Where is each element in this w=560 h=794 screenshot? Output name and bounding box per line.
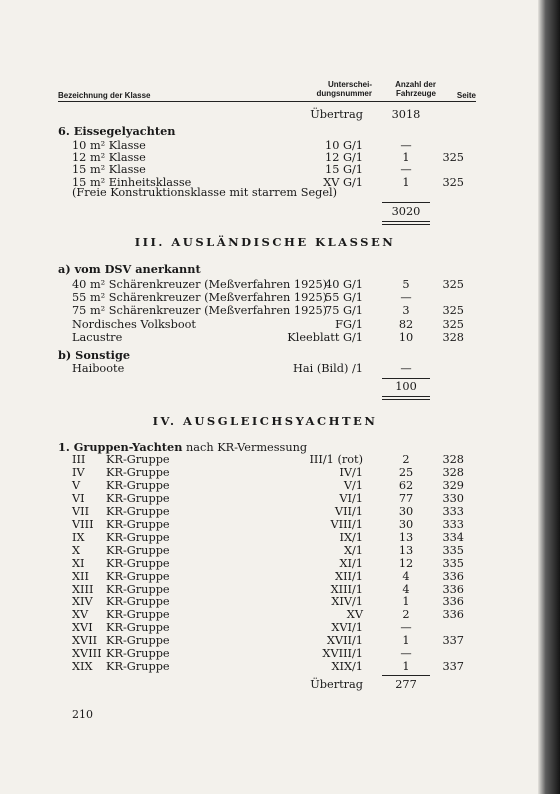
group-roman: VI	[72, 491, 85, 505]
table-row	[0, 278, 560, 292]
section-3a-title: a) vom DSV anerkannt	[58, 262, 201, 276]
vehicle-count: —	[400, 163, 412, 177]
section-4-title: IV. AUSGLEICHSYACHTEN	[152, 414, 378, 428]
table-row	[0, 660, 560, 674]
distinguishing-number: III/1 (rot)	[309, 453, 363, 466]
section-3a-title-row	[0, 262, 560, 276]
section-3-title: III. AUSLÄNDISCHE KLASSEN	[134, 235, 396, 249]
vehicle-count: 62	[398, 478, 414, 492]
vehicle-count: 3	[402, 304, 410, 318]
page-number: 210	[72, 708, 93, 721]
class-name: 55 m² Schärenkreuzer (Meßverfahren 1925)	[72, 291, 328, 305]
page-ref: 337	[442, 634, 464, 648]
table-row	[0, 647, 560, 661]
distinguishing-number: XV G/1	[323, 175, 363, 189]
vehicle-count: 2	[402, 608, 410, 622]
header-count-line1: Anzahl der	[395, 80, 436, 89]
table-row	[0, 570, 560, 584]
distinguishing-number: X/1	[343, 543, 363, 557]
vehicle-count: 4	[402, 569, 410, 583]
vehicle-count: 30	[398, 504, 414, 518]
table-row	[0, 505, 560, 519]
group-roman: XII	[72, 569, 89, 583]
vehicle-count: —	[400, 291, 412, 305]
distinguishing-number: VIII/1	[330, 517, 363, 531]
table-row	[0, 518, 560, 532]
vehicle-count: 82	[398, 317, 414, 331]
vehicle-count: 13	[398, 530, 414, 544]
distinguishing-number: XII/1	[335, 569, 363, 583]
group-roman: XVIII	[72, 647, 102, 661]
table-row	[0, 479, 560, 493]
page-ref: 336	[442, 608, 464, 622]
distinguishing-number: FG/1	[335, 317, 363, 331]
class-name: Lacustre	[72, 330, 123, 344]
distinguishing-number: 75 G/1	[325, 304, 363, 318]
distinguishing-number: VI/1	[339, 491, 363, 505]
table-row	[0, 331, 560, 345]
distinguishing-number: XV	[346, 608, 363, 622]
header-class-name: Bezeichnung der Klasse	[58, 91, 151, 100]
page-ref: 334	[442, 530, 464, 544]
page-ref: 337	[442, 660, 464, 674]
group-label: KR-Gruppe	[106, 504, 170, 518]
group-label: KR-Gruppe	[106, 569, 170, 583]
group-roman: XVI	[72, 621, 93, 635]
group-roman: XV	[72, 608, 89, 622]
header-rule	[58, 101, 476, 102]
vehicle-count: 1	[402, 175, 410, 189]
table-row	[0, 304, 560, 318]
carry-in-count: 3018	[391, 108, 421, 121]
distinguishing-number: XIV/1	[331, 595, 363, 609]
page-ref: 335	[442, 556, 464, 570]
page-ref: 333	[442, 504, 464, 518]
group-label: KR-Gruppe	[106, 595, 170, 609]
distinguishing-number: 15 G/1	[325, 163, 363, 177]
page-ref: 336	[442, 595, 464, 609]
page-ref: 335	[442, 543, 464, 557]
group-label: KR-Gruppe	[106, 634, 170, 648]
section-4-subtitle-bold: 1. Gruppen-Yachten	[58, 440, 183, 454]
table-row	[0, 634, 560, 648]
vehicle-count: 2	[402, 453, 410, 466]
group-label: KR-Gruppe	[106, 465, 170, 479]
section-6-total-row	[0, 205, 560, 219]
vehicle-count: 30	[398, 517, 414, 531]
section-3b-title: b) Sonstige	[58, 348, 131, 362]
page-ref: 328	[442, 453, 464, 466]
vehicle-count: 5	[402, 278, 410, 291]
section-4-sum-line	[382, 675, 430, 676]
class-name: Nordisches Volksboot	[72, 317, 196, 331]
page-ref: 330	[442, 491, 464, 505]
group-label: KR-Gruppe	[106, 530, 170, 544]
section-6-note: (Freie Konstruktionsklasse mit starrem Segel)	[72, 186, 338, 199]
table-row	[0, 291, 560, 305]
page-ref: 329	[442, 478, 464, 492]
page-ref: 333	[442, 517, 464, 531]
distinguishing-number: 10 G/1	[325, 139, 363, 152]
group-roman: XIV	[72, 595, 93, 609]
group-label: KR-Gruppe	[106, 621, 170, 635]
carry-in-label: Übertrag	[310, 108, 363, 121]
table-row	[0, 453, 560, 467]
table-row	[0, 466, 560, 480]
table-row	[0, 318, 560, 332]
group-label: KR-Gruppe	[106, 453, 170, 466]
header-vehicle-count	[378, 80, 436, 98]
group-label: KR-Gruppe	[106, 491, 170, 505]
distinguishing-number: XIII/1	[330, 582, 363, 596]
page-ref: 328	[442, 465, 464, 479]
vehicle-count: —	[400, 647, 412, 661]
distinguishing-number: XIX/1	[331, 660, 363, 674]
group-label: KR-Gruppe	[106, 647, 170, 661]
section-3-total-row	[0, 380, 560, 394]
section-6-sum-line	[382, 202, 430, 203]
group-roman: III	[72, 453, 86, 466]
class-name: 15 m² Klasse	[72, 163, 146, 177]
page-ref: 325	[442, 304, 464, 318]
section-6-total: 3020	[391, 205, 421, 218]
carry-out-row	[0, 678, 560, 692]
distinguishing-number: IV/1	[339, 465, 363, 479]
vehicle-count: —	[400, 621, 412, 635]
distinguishing-number: 12 G/1	[325, 151, 363, 165]
class-name: 75 m² Schärenkreuzer (Meßverfahren 1925)	[72, 304, 328, 318]
group-roman: XIX	[72, 660, 93, 674]
table-row	[0, 531, 560, 545]
vehicle-count: 13	[398, 543, 414, 557]
table-row	[0, 583, 560, 597]
vehicle-count: —	[400, 139, 412, 152]
class-name: 15 m² Einheitsklasse	[72, 175, 192, 189]
page-ref: 325	[442, 151, 464, 165]
distinguishing-number: XVIII/1	[322, 647, 363, 661]
vehicle-count: 10	[398, 330, 414, 344]
vehicle-count: 77	[398, 491, 414, 505]
section-3-total: 100	[395, 380, 417, 393]
section-3-sum-line	[382, 378, 430, 379]
page-ref: 336	[442, 582, 464, 596]
header-page: Seite	[456, 91, 476, 100]
header-number-line2: dungsnummer	[316, 89, 372, 98]
group-roman: V	[72, 478, 81, 492]
group-roman: VIII	[72, 517, 94, 531]
group-label: KR-Gruppe	[106, 478, 170, 492]
page-ref: 336	[442, 569, 464, 583]
table-row	[0, 544, 560, 558]
group-roman: XI	[72, 556, 85, 570]
vehicle-count: 25	[398, 465, 414, 479]
class-name: Haiboote	[72, 362, 125, 375]
vehicle-count: 1	[402, 151, 410, 165]
group-label: KR-Gruppe	[106, 582, 170, 596]
table-row	[0, 557, 560, 571]
group-roman: IV	[72, 465, 85, 479]
carry-out-label: Übertrag	[310, 678, 363, 691]
distinguishing-number: 55 G/1	[325, 291, 363, 305]
header-count-line2: Fahrzeuge	[395, 89, 436, 98]
group-roman: XIII	[72, 582, 94, 596]
class-name: 10 m² Klasse	[72, 139, 146, 152]
distinguishing-number: VII/1	[334, 504, 363, 518]
group-roman: X	[72, 543, 81, 557]
group-label: KR-Gruppe	[106, 660, 170, 674]
table-row	[0, 595, 560, 609]
distinguishing-number: XI/1	[339, 556, 363, 570]
vehicle-count: —	[400, 362, 412, 375]
section-6-title-row	[0, 124, 560, 138]
table-row	[0, 492, 560, 506]
page-ref: 325	[442, 278, 464, 291]
page-ref: 325	[442, 175, 464, 189]
distinguishing-number: XVI/1	[331, 621, 363, 635]
section-3-double-rule	[382, 396, 430, 400]
table-row	[0, 608, 560, 622]
section-4-subtitle-row	[0, 440, 560, 454]
page-ref: 325	[442, 317, 464, 331]
group-label: KR-Gruppe	[106, 517, 170, 531]
distinguishing-number: XVII/1	[326, 634, 363, 648]
group-roman: VII	[72, 504, 90, 518]
vehicle-count: 1	[402, 595, 410, 609]
section-3b-title-row	[0, 348, 560, 362]
section-6-title: 6. Eissegelyachten	[58, 124, 176, 138]
distinguishing-number: IX/1	[339, 530, 363, 544]
class-name: 12 m² Klasse	[72, 151, 146, 165]
vehicle-count: 1	[402, 634, 410, 648]
section-4-subtitle-rest: nach KR-Vermessung	[182, 441, 308, 454]
section-6-note-row	[0, 186, 560, 200]
distinguishing-number: V/1	[343, 478, 363, 492]
table-row	[0, 621, 560, 635]
vehicle-count: 1	[402, 660, 410, 674]
group-roman: IX	[72, 530, 85, 544]
distinguishing-number: Hai (Bild) /1	[293, 362, 363, 375]
class-name: 40 m² Schärenkreuzer (Meßverfahren 1925)	[72, 278, 328, 291]
page-ref: 328	[442, 330, 464, 344]
group-label: KR-Gruppe	[106, 543, 170, 557]
carry-out-count: 277	[395, 678, 417, 691]
distinguishing-number: Kleeblatt G/1	[287, 330, 363, 344]
table-row	[0, 362, 560, 376]
carry-in-row	[0, 108, 560, 122]
header-distinguishing-number	[292, 80, 372, 98]
section-6-double-rule	[382, 221, 430, 225]
vehicle-count: 4	[402, 582, 410, 596]
group-label: KR-Gruppe	[106, 556, 170, 570]
group-label: KR-Gruppe	[106, 608, 170, 622]
distinguishing-number: 40 G/1	[325, 278, 363, 291]
header-number-line1: Unterschei-	[327, 80, 372, 89]
group-roman: XVII	[72, 634, 98, 648]
vehicle-count: 12	[398, 556, 414, 570]
